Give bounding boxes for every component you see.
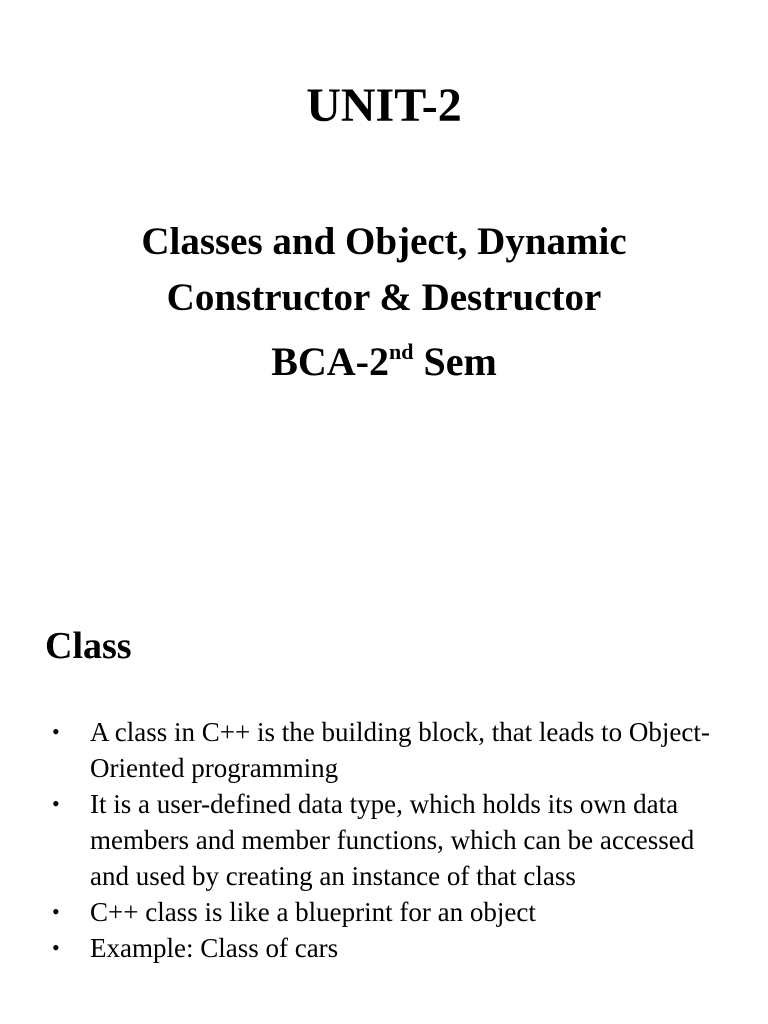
course-prefix: BCA-2: [271, 339, 389, 384]
bullet-text: A class in C++ is the building block, that leads to Object-Oriented programming: [90, 717, 710, 783]
unit-title: UNIT-2: [306, 79, 462, 132]
bullet-marker: •: [52, 719, 60, 744]
course-superscript: nd: [388, 339, 414, 364]
bullet-marker: •: [52, 899, 60, 924]
slide-subtitle: Classes and Object, Dynamic Constructor & Destructor: [141, 220, 627, 319]
bullet-text: It is a user-defined data type, which holds its own data members and member functions, which can be accessed and used by creating an instance of that class: [90, 789, 695, 891]
bullet-item: [0, 894, 768, 930]
bullet-text: C++ class is like a blueprint for an object: [90, 897, 536, 927]
course-label: [0, 336, 768, 388]
section-heading: Class: [45, 625, 132, 667]
bullet-list: [0, 714, 768, 966]
class-slide: [0, 512, 768, 1024]
bullet-item: [0, 786, 768, 894]
bullet-item: [0, 930, 768, 966]
bullet-text: Example: Class of cars: [90, 933, 339, 963]
bullet-marker: •: [52, 935, 60, 960]
course-suffix: Sem: [413, 339, 497, 384]
bullet-marker: •: [52, 791, 60, 816]
bullet-item: [0, 714, 768, 786]
